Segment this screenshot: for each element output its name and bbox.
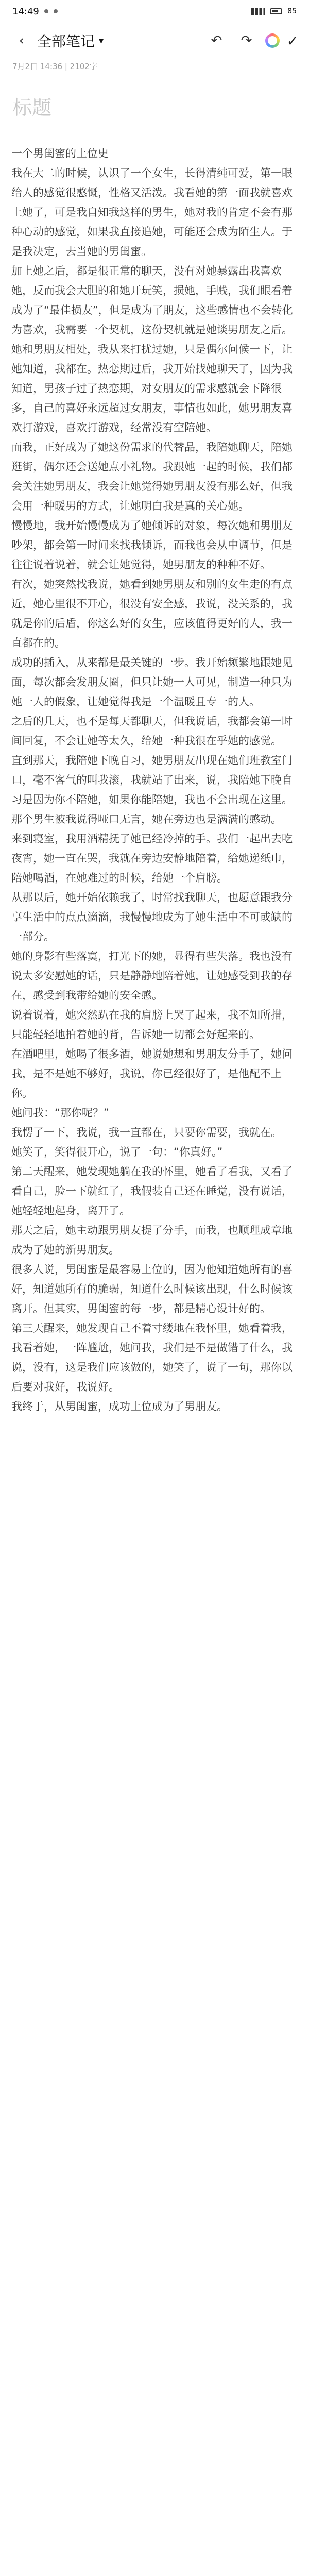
note-paragraph[interactable]: 一个男闺蜜的上位史	[11, 147, 109, 160]
note-paragraph[interactable]: 那天之后，她主动跟男朋友提了分手，而我，也顺理成章地成为了她的新男朋友。	[11, 1224, 293, 1256]
battery-icon	[270, 8, 282, 14]
note-paragraph[interactable]: 来到寝室，我用酒精抚了她已经冷掉的手。我们一起出去吃夜宵，她一直在哭，我就在旁边安静地陪着，给她递纸巾，陪她喝酒，在她难过的时候，给她一个肩膀。	[11, 833, 293, 884]
toolbar-title-group[interactable]	[10, 29, 104, 52]
note-paragraph[interactable]: 而我，正好成为了她这份需求的代替品，我陪她聊天，陪她逛街，偶尔还会送她点小礼物。我跟她一起的时候，我们都会关注她男朋友，我会让她觉得她男朋友没有那么好，但我会用一种暖男的方式，让她明白我是真的关心她。	[11, 441, 293, 512]
note-paragraph[interactable]: 我愣了一下，我说，我一直都在，只要你需要，我就在。	[11, 1126, 282, 1139]
note-paragraph[interactable]: 加上她之后，都是很正常的聊天，没有对她暴露出我喜欢她，反而我会大胆的和她开玩笑，损她，手贱，我们眼看着成为了“最佳损友”，但是成为了朋友，这些感情也不会转化为喜欢，我需要一个契机，这份契机就是她谈男朋友之后。	[11, 265, 293, 336]
note-paragraph[interactable]: 慢慢地，我开始慢慢成为了她倾诉的对象，每次她和男朋友吵架，都会第一时间来找我倾诉，而我也会从中调节，但是往往说着说着，就会让她觉得，她男朋友的种种不好。	[11, 519, 293, 571]
check-icon[interactable]: ✓	[286, 32, 299, 49]
battery-level: 85	[287, 7, 297, 15]
note-paragraph[interactable]: 很多人说，男闺蜜是最容易上位的，因为他知道她所有的喜好，知道她所有的脆弱，知道什么时候该出现，什么时候该离开。但其实，男闺蜜的每一步，都是精心设计好的。	[11, 1263, 293, 1315]
signal-icon	[251, 8, 265, 15]
note-paragraph[interactable]: 说着说着，她突然趴在我的肩膀上哭了起来，我不知所措，只能轻轻地拍着她的背，告诉她一切都会好起来的。	[11, 1009, 293, 1041]
note-title-input[interactable]: 标题	[12, 96, 52, 119]
status-right	[251, 7, 297, 15]
note-toolbar	[0, 23, 309, 59]
note-paragraph[interactable]: 有次，她突然找我说，她看到她男朋友和别的女生走的有点近，她心里很不开心，很没有安全感，我说，没关系的，我就是你的后盾，你这么好的女生，应该值得更好的人，我一直都在的。	[11, 578, 293, 649]
note-paragraph[interactable]: 我终于，从男闺蜜，成功上位成为了男朋友。	[11, 1400, 228, 1413]
note-paragraph[interactable]: 之后的几天，也不是每天都聊天，但我说话，我都会第一时间回复，不会让她等太久，给她一种我很在乎她的感觉。	[11, 715, 293, 747]
note-paragraph[interactable]: 第二天醒来，她发现她躺在我的怀里，她看了看我，又看了看自己，脸一下就红了，我假装自己还在睡觉，没有说话，她轻轻地起身，离开了。	[11, 1165, 293, 1217]
status-bar	[0, 0, 309, 23]
notification-dot-icon	[54, 9, 58, 13]
status-time: 14:49	[12, 6, 39, 17]
notebook-title[interactable]: 全部笔记	[37, 33, 95, 50]
redo-icon[interactable]: ↷	[241, 33, 252, 48]
undo-icon[interactable]: ↶	[211, 33, 222, 48]
chevron-left-icon[interactable]: ‹	[19, 33, 25, 48]
note-paragraph[interactable]: 她和男朋友相处，我从来打扰过她，只是偶尔问候一下，让她知道，我都在。热恋期过后，我开始找她聊天了，因为我知道，男孩子过了热恋期，对女朋友的需求感就会下降很多，自己的喜好永远超过女朋友，事情也如此，她男朋友喜欢打游戏，喜欢打游戏，经常没有空陪她。	[11, 343, 293, 434]
palette-icon[interactable]	[265, 33, 280, 48]
chevron-down-icon[interactable]: ▾	[99, 35, 104, 46]
notification-dot-icon	[44, 9, 48, 13]
note-paragraph[interactable]: 她问我：“那你呢？”	[11, 1107, 109, 1119]
note-meta: 7月2日 14:36 | 2102字	[12, 62, 97, 71]
note-paragraph[interactable]: 她笑了，笑得很开心，说了一句：“你真好。”	[11, 1146, 223, 1158]
note-body[interactable]	[0, 144, 309, 1416]
note-paragraph[interactable]: 从那以后，她开始依赖我了，时常找我聊天，也愿意跟我分享生活中的点点滴滴，我慢慢地成为了她生活中不可或缺的一部分。	[11, 891, 293, 943]
note-paragraph[interactable]: 直到那天，我陪她下晚自习，她男朋友出现在她们班教室门口，毫不客气的叫我滚，我就站了出来，说，我陪她下晚自习是因为你不陪她，如果你能陪她，我也不会出现在这里。那个男生被我说得哑口无言，她在旁边也是满满的感动。	[11, 754, 293, 825]
note-paragraph[interactable]: 第三天醒来，她发现自己不着寸缕地在我怀里，她看着我，我看着她，一阵尴尬，她问我，我们是不是做错了什么，我说，没有，这是我们应该做的，她笑了，说了一句，那你以后要对我好，我说好。	[11, 1322, 293, 1393]
toolbar-actions	[205, 29, 299, 52]
note-paragraph[interactable]: 在酒吧里，她喝了很多酒，她说她想和男朋友分手了，她问我，是不是她不够好，我说，你已经很好了，是他配不上你。	[11, 1048, 293, 1099]
status-left	[12, 6, 58, 17]
note-paragraph[interactable]: 我在大二的时候，认识了一个女生，长得清纯可爱，第一眼给人的感觉很憨慨，性格又活泼。我看她的第一面我就喜欢上她了，可是我自知我这样的男生，她对我的肯定不会有那种心动的感觉，如果我直接追她，可能还会成为陌生人。于是我决定，去当她的男闺蜜。	[11, 167, 293, 258]
note-paragraph[interactable]: 她的身影有些落寞，打光下的她，显得有些失落。我也没有说太多安慰她的话，只是静静地陪着她，让她感受到我的存在，感受到我带给她的安全感。	[11, 950, 293, 1002]
note-paragraph[interactable]: 成功的插入，从来都是最关键的一步。我开始频繁地跟她见面，每次都会发朋友圈，但只让她一人可见，制造一种只为她一人的假象，让她觉得我是一个温暖且专一的人。	[11, 656, 293, 708]
